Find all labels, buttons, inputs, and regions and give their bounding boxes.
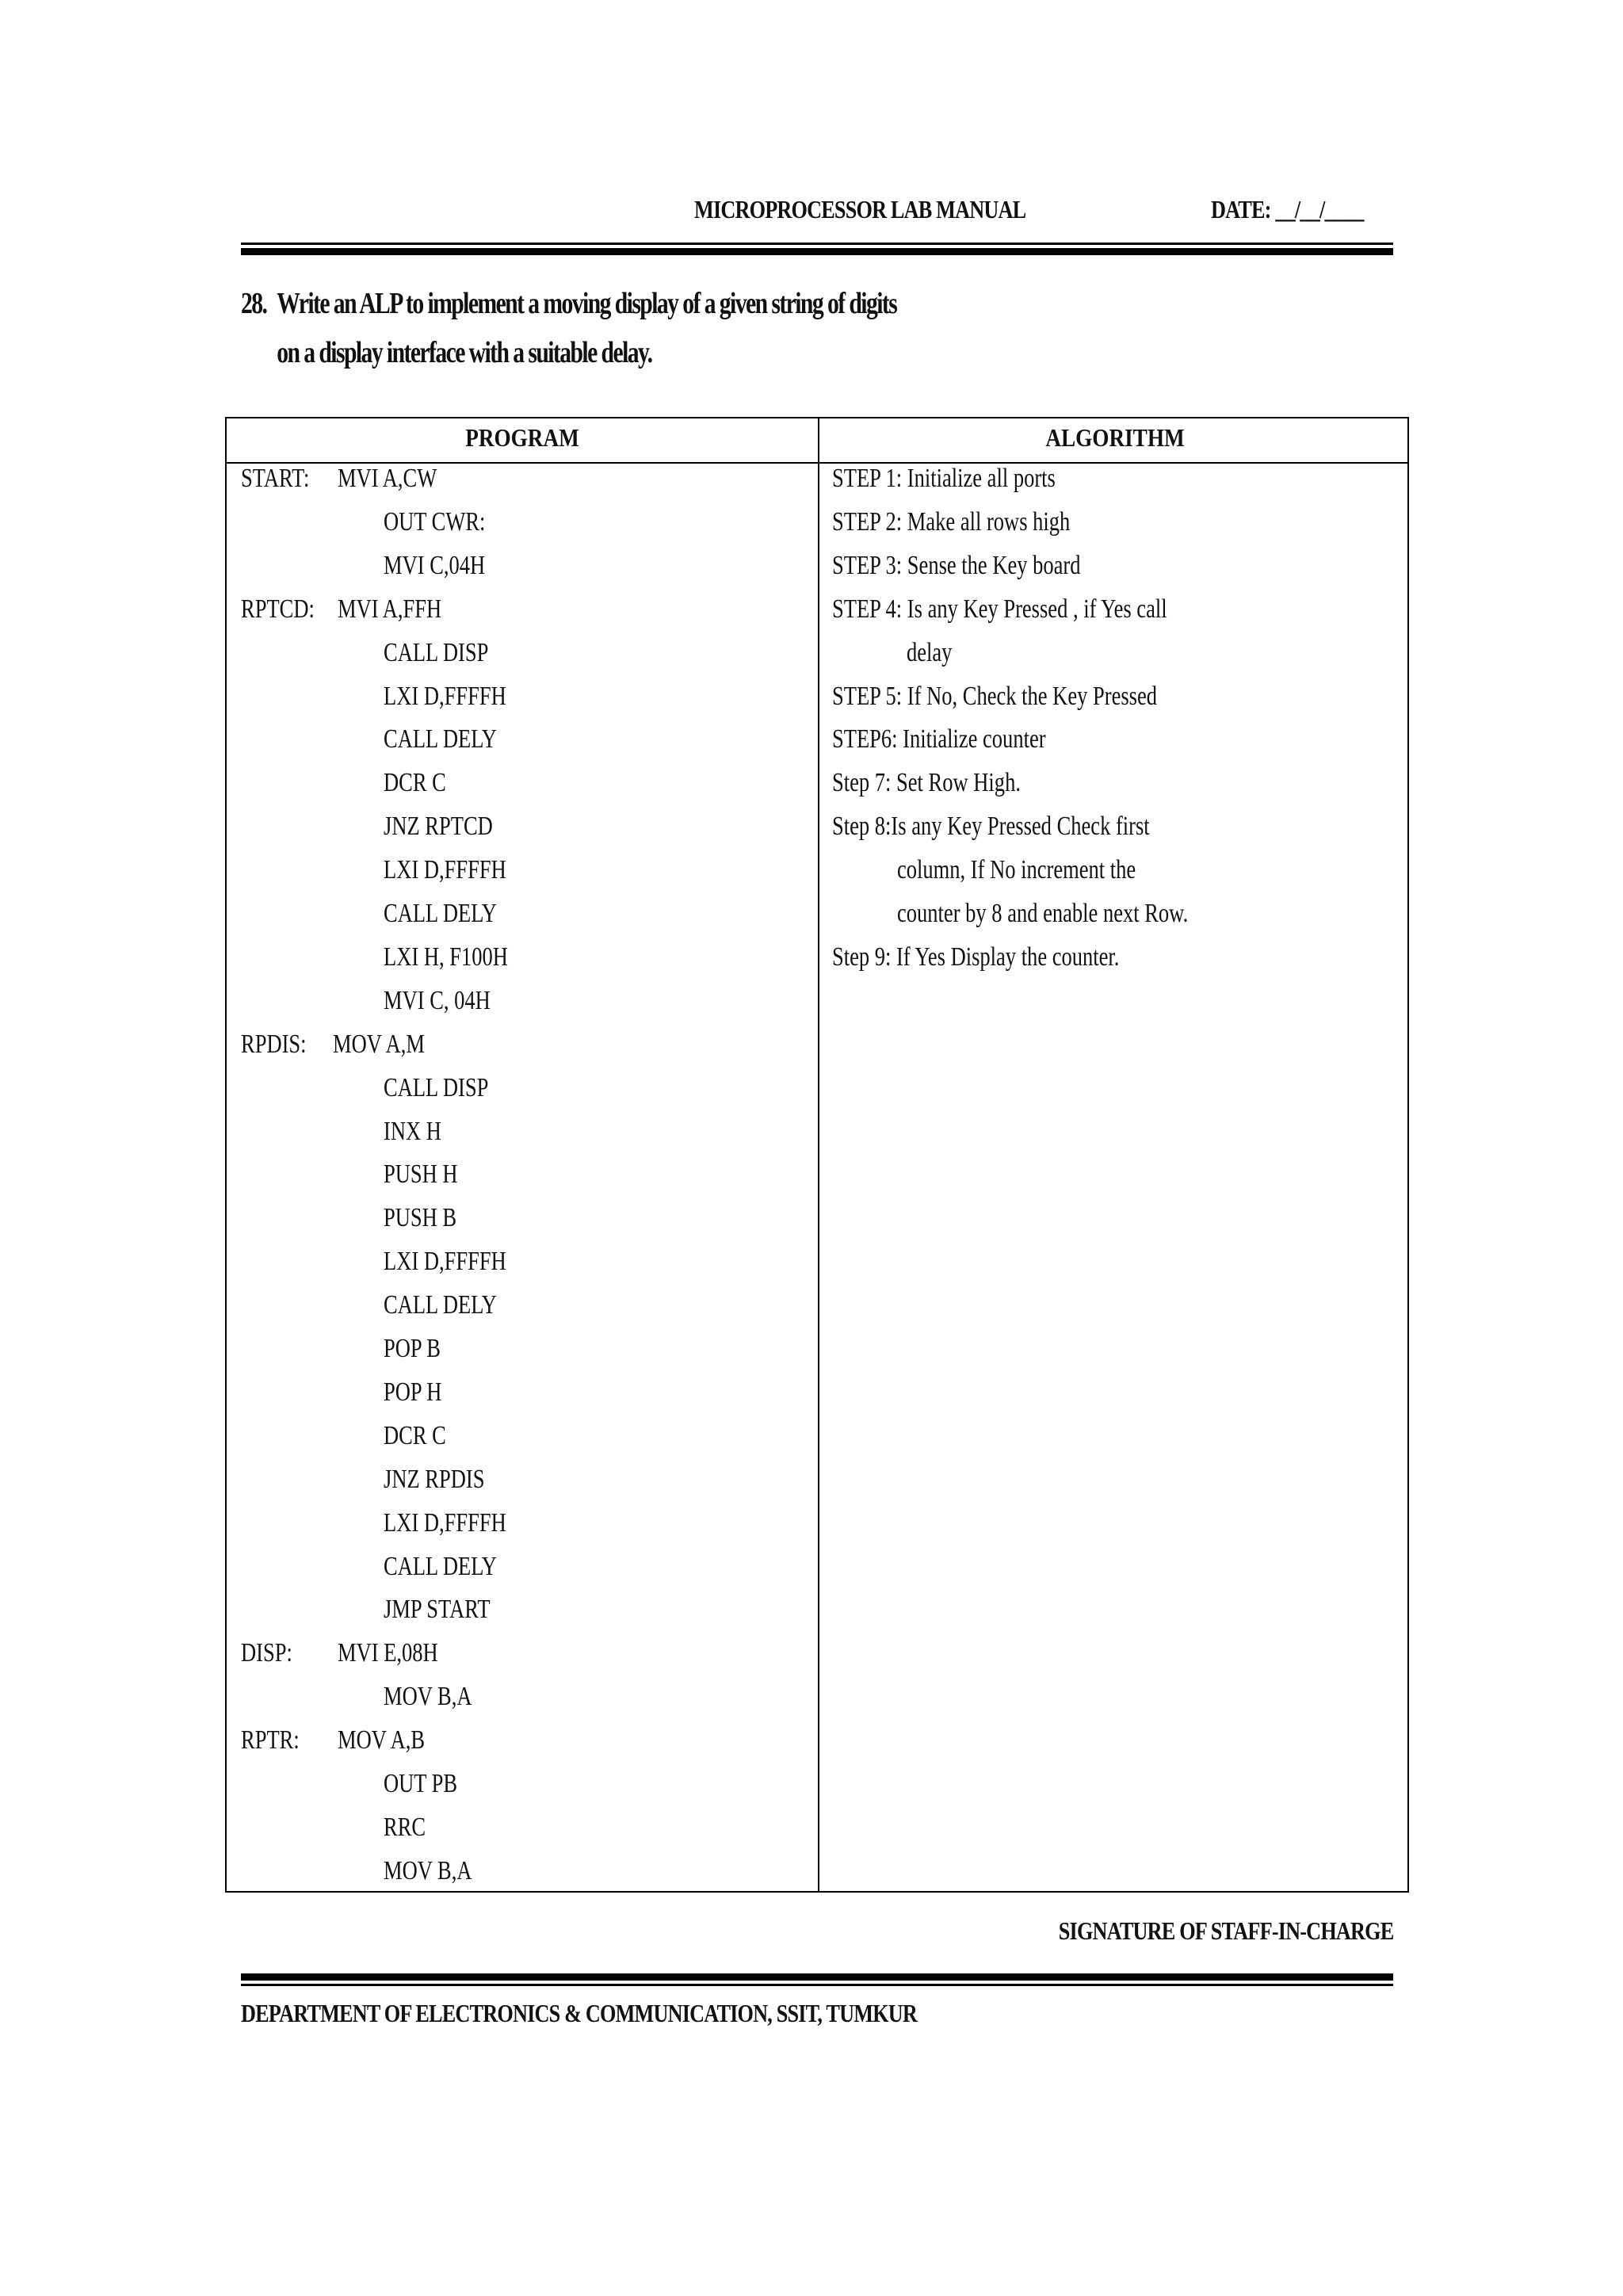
algorithm-step: STEP6: Initialize counter [832,724,1046,755]
program-instruction: CALL DELY [384,1551,497,1581]
algorithm-step: Step 8:Is any Key Pressed Check first [832,812,1150,842]
algorithm-step: Step 9: If Yes Display the counter. [832,942,1120,972]
algorithm-step: STEP 1: Initialize all ports [832,464,1056,493]
program-instruction: LXI D,FFFFH [384,1507,506,1538]
program-instruction: CALL DISP [384,1072,489,1102]
program-instruction: JMP START [384,1595,491,1625]
footer-department: DEPARTMENT OF ELECTRONICS & COMMUNICATION, SSIT, TUMKUR [241,1999,918,2027]
question [241,279,896,377]
program-instruction: MVI A,CW [338,464,437,493]
program-instruction: CALL DELY [384,1290,497,1320]
program-instruction: JNZ RPDIS [384,1464,485,1494]
program-instruction: POP B [384,1334,441,1363]
program-instruction: CALL DISP [384,637,489,667]
algorithm-step: STEP 5: If No, Check the Key Pressed [832,681,1158,711]
program-instruction: JNZ RPTCD [384,812,493,842]
algorithm-step: delay [907,637,953,667]
program-instruction: CALL DELY [384,899,497,928]
program-instruction: LXI H, F100H [384,942,508,972]
question-line-2: on a display interface with a suitable delay. [277,336,652,369]
program-instruction: MOV B,A [384,1855,472,1885]
algorithm-column-header: ALGORITHM [1045,423,1185,452]
program-instruction: MOV A,M [333,1029,425,1059]
program-instruction: MVI C, 04H [384,985,491,1015]
program-label: RPTR: [241,1725,300,1755]
header-date: DATE: __/__/____ [1211,195,1364,223]
header-rule-thick [241,248,1393,255]
program-instruction: DCR C [384,1420,446,1450]
table-column-divider [818,418,819,1891]
question-number: 28. [241,287,267,320]
program-instruction: RRC [384,1812,426,1842]
program-instruction: MVI A,FFH [338,594,442,624]
algorithm-step: counter by 8 and enable next Row. [897,899,1189,928]
signature-label: SIGNATURE OF STAFF-IN-CHARGE [1058,1916,1393,1945]
algorithm-step: STEP 3: Sense the Key board [832,550,1081,580]
program-instruction: MOV B,A [384,1682,472,1712]
algorithm-step: column, If No increment the [897,855,1136,885]
footer-rule-thin [241,1973,1393,1981]
program-column-header: PROGRAM [465,423,579,452]
algorithm-step: STEP 2: Make all rows high [832,506,1071,537]
program-instruction: CALL DELY [384,724,497,755]
program-algorithm-table [225,417,1409,1893]
program-instruction: LXI D,FFFFH [384,855,506,885]
program-instruction: MVI E,08H [338,1638,438,1668]
question-line-1: Write an ALP to implement a moving display of a given string of digits [277,287,897,320]
program-instruction: POP H [384,1377,442,1407]
header-title: MICROPROCESSOR LAB MANUAL [694,195,1026,223]
program-instruction: OUT CWR: [384,506,486,537]
program-instruction: MVI C,04H [384,550,486,580]
program-instruction: LXI D,FFFFH [384,1247,506,1277]
program-instruction: DCR C [384,768,446,798]
program-label: RPTCD: [241,594,315,624]
program-instruction: OUT PB [384,1769,458,1798]
program-instruction: PUSH B [384,1203,457,1233]
header-rule-thin [241,243,1393,245]
program-instruction: PUSH H [384,1159,458,1190]
program-label: START: [241,464,310,493]
footer-rule-thick [241,1984,1393,1986]
program-instruction: LXI D,FFFFH [384,681,506,711]
algorithm-step: Step 7: Set Row High. [832,768,1021,798]
program-label: DISP: [241,1638,292,1668]
program-label: RPDIS: [241,1029,307,1059]
program-instruction: MOV A,B [338,1725,426,1755]
algorithm-step: STEP 4: Is any Key Pressed , if Yes call [832,594,1167,624]
program-instruction: INX H [384,1116,441,1146]
